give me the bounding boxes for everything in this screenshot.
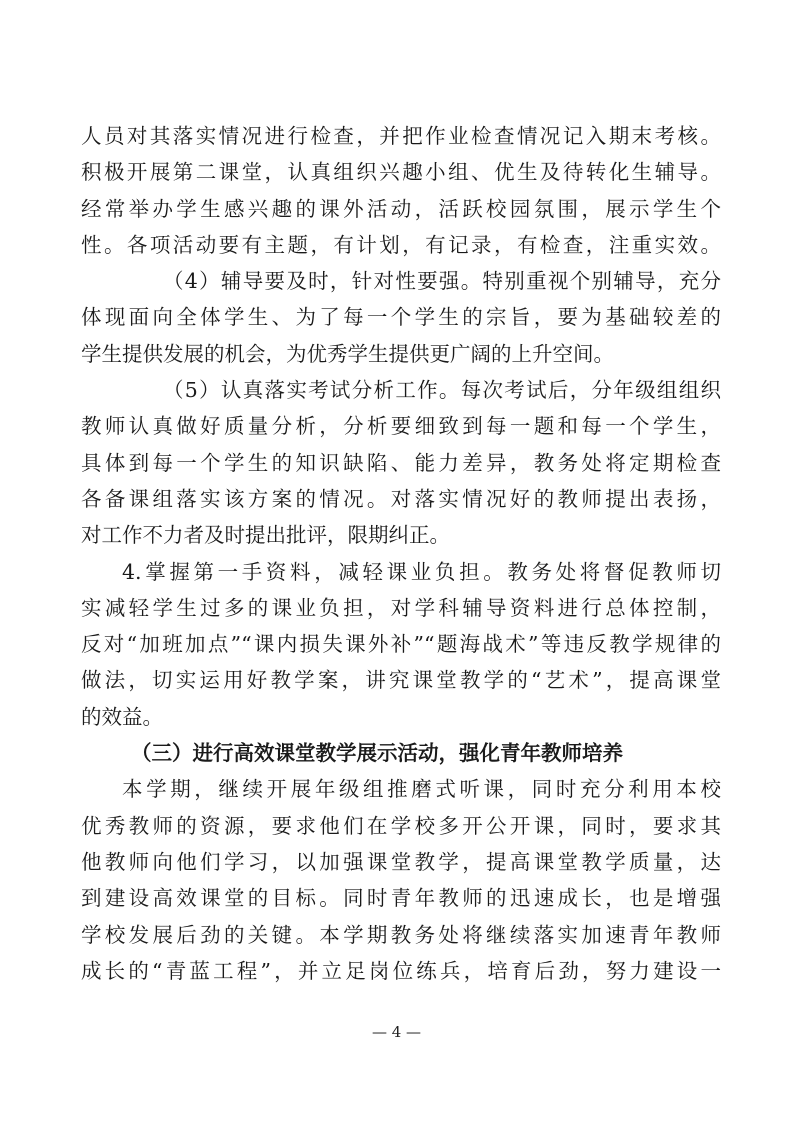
text-line: 成长的“青蓝工程”，并立足岗位练兵，培育后劲，努力建设一	[81, 958, 721, 983]
text-line: 本学期，继续开展年级组推磨式听课，同时充分利用本校	[122, 777, 721, 802]
body-text	[81, 118, 721, 989]
text-line: 教师认真做好质量分析，分析要细致到每一题和每一个学生，	[81, 414, 721, 439]
text-line: 积极开展第二课堂，认真组织兴趣小组、优生及待转化生辅导。	[81, 160, 721, 185]
text-line: 到建设高效课堂的目标。同时青年教师的迅速成长，也是增强	[81, 886, 721, 911]
text-line: 性。各项活动要有主题，有计划，有记录，有检查，注重实效。	[81, 232, 721, 257]
text-line: 学生提供发展的机会，为优秀学生提供更广阔的上升空间。	[81, 341, 614, 366]
text-line: 对工作不力者及时提出批评，限期纠正。	[81, 523, 450, 548]
text-line: 做法，切实运用好教学案，讲究课堂教学的“艺术”，提高课堂	[81, 668, 721, 693]
text-line: （4）辅导要及时，针对性要强。特别重视个别辅导，充分	[163, 269, 721, 294]
text-line: 优秀教师的资源，要求他们在学校多开公开课，同时，要求其	[81, 813, 721, 838]
text-line: 各备课组落实该方案的情况。对落实情况好的教师提出表扬，	[81, 486, 721, 511]
text-line: 他教师向他们学习，以加强课堂教学，提高课堂教学质量，达	[81, 849, 721, 874]
text-line: 具体到每一个学生的知识缺陷、能力差异，教务处将定期检查	[81, 450, 721, 475]
text-line: 经常举办学生感兴趣的课外活动，活跃校园氛围，展示学生个	[81, 196, 721, 221]
text-line: 反对“加班加点”“课内损失课外补”“题海战术”等违反教学规律的	[81, 632, 721, 657]
page-number: — 4 —	[371, 1023, 422, 1041]
text-line: 4.掌握第一手资料，减轻课业负担。教务处将督促教师切	[122, 559, 721, 584]
text-line: （5）认真落实考试分析工作。每次考试后，分年级组组织	[163, 378, 721, 403]
text-line: 体现面向全体学生、为了每一个学生的宗旨，要为基础较差的	[81, 305, 721, 330]
text-line: 的效益。	[81, 704, 163, 729]
text-line: 学校发展后劲的关键。本学期教务处将继续落实加速青年教师	[81, 922, 721, 947]
section-heading: （三）进行高效课堂教学展示活动，强化青年教师培养	[131, 741, 623, 766]
text-line: 实减轻学生过多的课业负担，对学科辅导资料进行总体控制，	[81, 595, 721, 620]
text-line: 人员对其落实情况进行检查，并把作业检查情况记入期末考核。	[81, 124, 721, 148]
